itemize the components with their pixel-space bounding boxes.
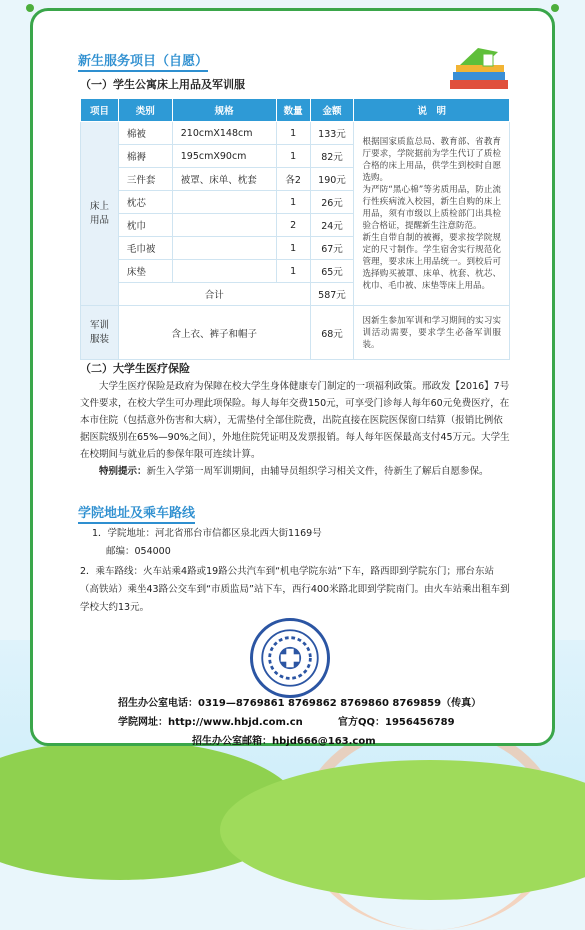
- header-cell: 规格: [172, 99, 276, 122]
- amount-cell: 65元: [310, 260, 354, 283]
- tip-label: 特别提示：: [99, 466, 147, 477]
- header-cell: 项目: [81, 99, 119, 122]
- zip-line: 邮编：054000: [106, 546, 171, 557]
- special-tip: [80, 463, 510, 480]
- type-cell: 床垫: [118, 260, 172, 283]
- books-icon: [448, 46, 510, 92]
- insurance-paragraph: 大学生医疗保险是政府为保障在校大学生身体健康专门制定的一项福利政策。邢政发【2016】7号文件要求，在校大学生可办理此项保险。每人每年交费150元，可享受门诊每人每年60元免费医疗，在本市住院（包括意外伤害和大病），无需垫付全部住院费，出院直接在医院医保窗口结算（报销比例依据医院级别在65%—90%之间），外地住院凭证明及发票报销。每人每年医保最高支付45万元。大学生在校期间与就业后的参保年限可连续计算。: [80, 381, 510, 460]
- header-cell: 金额: [310, 99, 354, 122]
- header-cell: 数量: [276, 99, 310, 122]
- total-amount: 587元: [310, 283, 354, 306]
- uniform-desc: 含上衣、裤子和帽子: [118, 306, 310, 360]
- route-paragraph: 2．乘车路线：火车站乘4路或19路公共汽车到“机电学院东站”下车，路西即到学院东门；邢台东站（高铁站）乘坐43路公交车到“市质监局”站下车，西行400米路北即到学院南门。由火车站乘出租车到学校大约13元。: [80, 566, 510, 613]
- contact-qq: 官方QQ：1956456789: [338, 717, 455, 728]
- amount-cell: 67元: [310, 237, 354, 260]
- qty-cell: 1: [276, 191, 310, 214]
- qty-cell: 1: [276, 260, 310, 283]
- fees-table: [80, 98, 510, 360]
- frame-corner: [26, 4, 34, 12]
- subsection-bedding: （一）学生公寓床上用品及军训服: [80, 78, 245, 91]
- amount-cell: 82元: [310, 145, 354, 168]
- spec-cell: [172, 191, 276, 214]
- type-cell: 毛巾被: [118, 237, 172, 260]
- header-cell: 类别: [118, 99, 172, 122]
- spec-cell: 195cmX90cm: [172, 145, 276, 168]
- qty-cell: 1: [276, 237, 310, 260]
- contact-phone: 招生办公室电话：0319—8769861 8769862 8769860 8769859（传真）: [118, 698, 482, 709]
- group-uniform-cell: 军训 服装: [81, 306, 119, 360]
- qty-cell: 2: [276, 214, 310, 237]
- contact-website[interactable]: 学院网址：http://www.hbjd.com.cn: [118, 717, 303, 728]
- spec-cell: [172, 260, 276, 283]
- qty-cell: 各2: [276, 168, 310, 191]
- table-row: [81, 306, 510, 360]
- college-logo: [250, 618, 330, 698]
- type-cell: 三件套: [118, 168, 172, 191]
- amount-cell: 190元: [310, 168, 354, 191]
- uniform-amount: 68元: [310, 306, 354, 360]
- amount-cell: 24元: [310, 214, 354, 237]
- type-cell: 枕芯: [118, 191, 172, 214]
- section-title-address: 学院地址及乘车路线: [78, 502, 195, 521]
- qty-cell: 1: [276, 122, 310, 145]
- total-label: 合计: [118, 283, 310, 306]
- section-title-services: 新生服务项目（自愿）: [78, 50, 208, 69]
- group-bedding-cell: 床上 用品: [81, 122, 119, 306]
- uniform-note: 因新生参加军训和学习期间的实习实训活动需要，要求学生必备军训服装。: [354, 306, 510, 360]
- header-cell: 说 明: [354, 99, 510, 122]
- amount-cell: 133元: [310, 122, 354, 145]
- table-row: [81, 122, 510, 145]
- type-cell: 枕巾: [118, 214, 172, 237]
- type-cell: 棉被: [118, 122, 172, 145]
- bedding-note: 根据国家质监总局、教育部、省教育厅要求，学院据前为学生代订了质检合格的床上用品，供学生到校时自愿选购。 为严防“黑心棉”等劣质用品，防止流行性疾病流入校园，新生自购的床上用品，须有市级以上质检部门出具检验合格证，提醒新生注意防范。 新生自带自制的被褥，要求按学院规定的尺寸制作。学生宿舍实行规范化管理，要求床上用品统一。到校后可选择购买被罩、床单、枕套、枕芯、枕巾、毛巾被、床垫等床上用品。: [354, 122, 510, 306]
- spec-cell: 被罩、床单、枕套: [172, 168, 276, 191]
- type-cell: 棉褥: [118, 145, 172, 168]
- amount-cell: 26元: [310, 191, 354, 214]
- contact-email[interactable]: 招生办公室邮箱：hbjd666@163.com: [192, 736, 376, 747]
- tip-text: 新生入学第一周军训期间，由辅导员组织学习相关文件，待新生了解后自愿参保。: [146, 466, 489, 477]
- spec-cell: [172, 214, 276, 237]
- qty-cell: 1: [276, 145, 310, 168]
- table-header-row: [81, 99, 510, 122]
- address-line: 1．学院地址：河北省邢台市信都区泉北西大街1169号: [92, 528, 322, 539]
- spec-cell: 210cmX148cm: [172, 122, 276, 145]
- subsection-insurance: （二）大学生医疗保险: [80, 362, 190, 375]
- spec-cell: [172, 237, 276, 260]
- frame-corner: [551, 4, 559, 12]
